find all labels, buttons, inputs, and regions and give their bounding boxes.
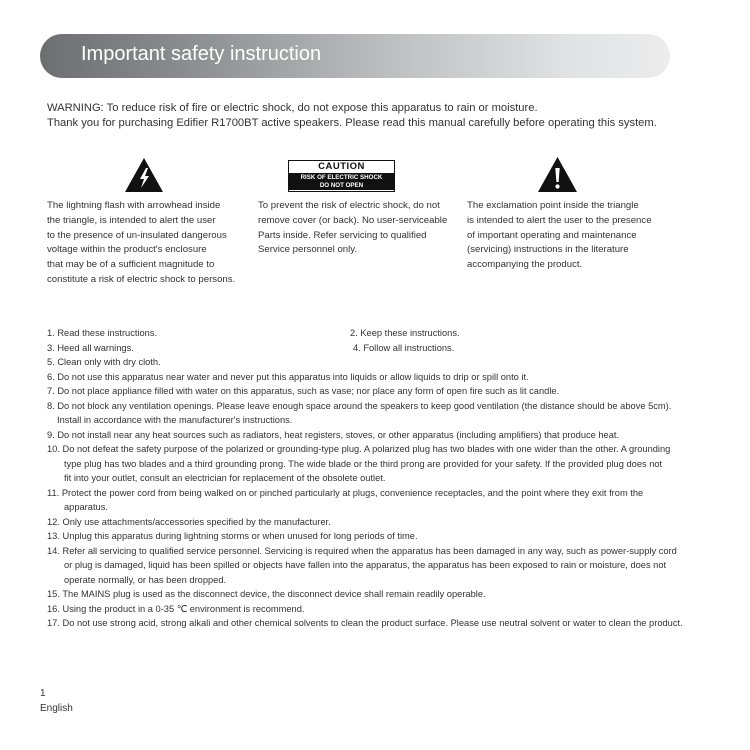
instruction-item: 6. Do not use this apparatus near water and never put this apparatus into liquids or allow liquids to drip or spill onto it. — [47, 371, 529, 382]
intro — [47, 101, 657, 131]
instruction-item: 12. Only use attachments/accessories specified by the manufacturer. — [47, 516, 331, 527]
exclamation-line: is intended to alert the user to the presence — [467, 214, 652, 226]
lightning-line: to the presence of un-insulated dangerous — [47, 229, 227, 241]
lightning-line: constitute a risk of electric shock to persons. — [47, 273, 236, 285]
lightning-description — [47, 199, 235, 288]
caution-description — [258, 199, 447, 258]
caution-label — [288, 160, 395, 192]
warning-text: WARNING: To reduce risk of fire or electric shock, do not expose this apparatus to rain or moisture. — [47, 102, 538, 114]
lightning-line: that may be of a sufficient magnitude to — [47, 259, 215, 271]
caution-line-1: RISK OF ELECTRIC SHOCK — [300, 174, 383, 181]
exclamation-description — [467, 199, 652, 273]
lightning-line: the triangle, is intended to alert the user — [47, 214, 216, 226]
instruction-item: 17. Do not use strong acid, strong alkali and other chemical solvents to clean the product surface. Please use neutral solvent or water to clean the product. — [47, 618, 683, 628]
lightning-line: voltage within the product's enclosure — [47, 244, 207, 256]
instruction-row — [47, 341, 717, 356]
instruction-row — [47, 326, 717, 341]
caution-line: To prevent the risk of electric shock, do not — [258, 200, 440, 211]
instruction-item: 1. Read these instructions. — [47, 328, 158, 338]
instruction-item: 16. Using the product in a 0-35 ℃ environment is recommend. — [47, 603, 305, 614]
lightning-line: The lightning flash with arrowhead inside — [47, 200, 221, 211]
instruction-item: 14. Refer all servicing to qualified service personnel. Servicing is required when the apparatus has been damaged in any way, such as power-supply cord — [47, 545, 677, 556]
caution-line-2: DO NOT OPEN — [319, 182, 364, 189]
exclamation-line: of important operating and maintenance — [467, 229, 637, 241]
instruction-item: 11. Protect the power cord from being walked on or pinched particularly at plugs, convenience receptacles, and the point where they exit from the — [47, 487, 644, 498]
caution-line: remove cover (or back). No user-serviceable — [258, 214, 448, 226]
page-footer — [40, 686, 73, 716]
instruction-item: 15. The MAINS plug is used as the disconnect device, the disconnect device shall remain readily operable. — [47, 589, 486, 599]
instruction-continuation: operate normally, or has been dropped. — [64, 574, 227, 585]
instruction-item: 5. Clean only with dry cloth. — [47, 357, 161, 367]
instruction-item: 8. Do not block any ventilation openings. Please leave enough space around the speakers to keep good ventilation (the distance should be above 5cm). — [47, 400, 672, 411]
caution-subtitle — [289, 173, 394, 190]
exclamation-line: (servicing) instructions in the literature — [467, 244, 629, 256]
thanks-text: Thank you for purchasing Edifier R1700BT active speakers. Please read this manual carefully before operating this system. — [47, 117, 657, 129]
instruction-item: 13. Unplug this apparatus during lightning storms or when unused for long periods of time. — [47, 531, 418, 541]
exclamation-line: The exclamation point inside the triangle — [467, 200, 639, 211]
instruction-item: 9. Do not install near any heat sources such as radiators, heat registers, stoves, or other apparatus (including amplifiers) that produce heat. — [47, 429, 620, 440]
caution-line: Service personnel only. — [258, 244, 358, 256]
instruction-item: 3. Heed all warnings. — [47, 342, 134, 353]
instruction-continuation: Install in accordance with the manufacturer's instructions. — [57, 415, 293, 425]
instruction-item: 2. Keep these instructions. — [350, 328, 460, 338]
instruction-continuation: apparatus. — [64, 502, 108, 512]
instruction-item: 4. Follow all instructions. — [353, 342, 455, 353]
lightning-warning-icon — [124, 157, 164, 193]
instruction-item: 10. Do not defeat the safety purpose of the polarized or grounding-type plug. A polarized plug has two blades with one wider than the other. A grounding — [47, 444, 671, 454]
exclamation-line: accompanying the product. — [467, 259, 583, 271]
instruction-list — [47, 326, 717, 631]
language-label: English — [40, 703, 73, 714]
caution-line: Parts inside. Refer servicing to qualified — [258, 229, 427, 241]
instruction-continuation: type plug has two blades and a third grounding prong. The wide blade or the third prong are provided for your safety. If the provided plug does not — [64, 458, 663, 469]
header-bar — [40, 34, 670, 78]
exclamation-warning-icon — [537, 156, 578, 193]
page-number: 1 — [40, 688, 46, 699]
instruction-continuation: or plug is damaged, liquid has been spilled or objects have fallen into the apparatus, the apparatus has been exposed to rain or moisture, does not — [64, 560, 667, 570]
caution-title: CAUTION — [318, 161, 365, 172]
instruction-item: 7. Do not place appliance filled with water on this apparatus, such as vase; nor place any form of open fire such as lit candle. — [47, 386, 560, 396]
page-title: Important safety instruction — [81, 43, 322, 65]
instruction-continuation: fit into your outlet, consult an electrician for replacement of the obsolete outlet. — [64, 473, 386, 483]
